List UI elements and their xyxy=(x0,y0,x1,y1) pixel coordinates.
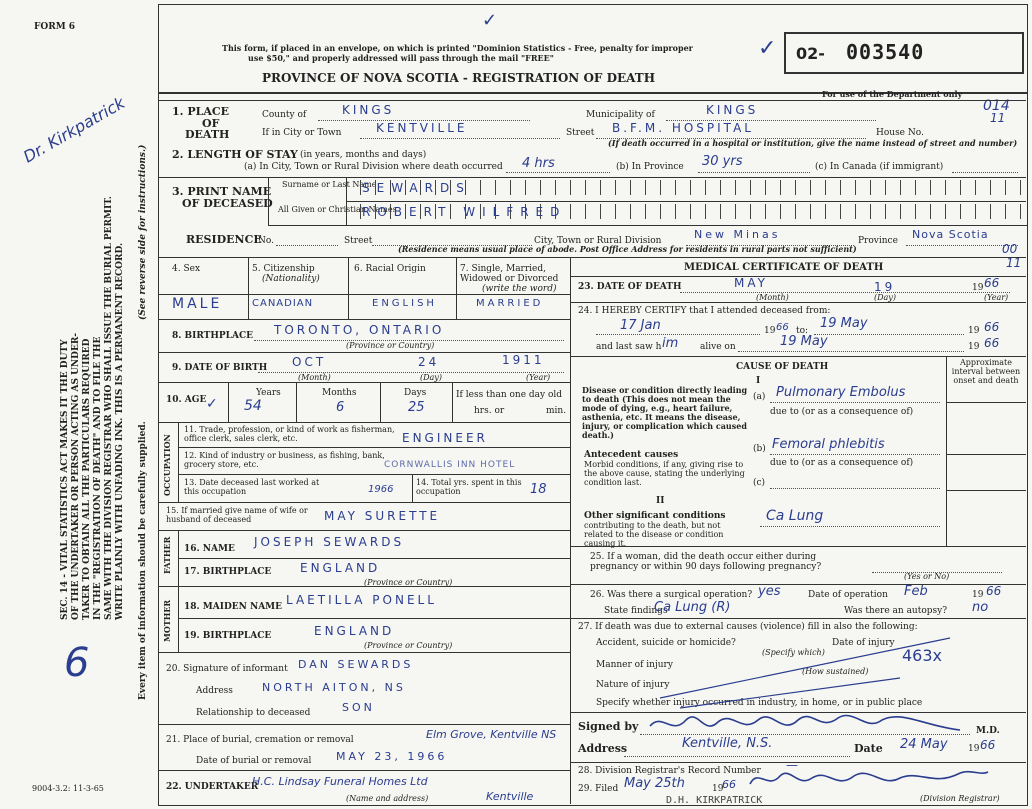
surname-value: SEWARDS xyxy=(362,181,471,195)
other-sub: contributing to the death, but not related to the disease or condition causing it. xyxy=(584,521,724,548)
q27-label: 27. If death was due to external causes (violence) fill in also the following: xyxy=(578,622,918,632)
father-bp-sub: (Province or Country) xyxy=(364,578,453,587)
informant-address: NORTH AITON, NS xyxy=(262,681,406,694)
res-province-label: Province xyxy=(858,236,898,246)
dob-label: 9. DATE OF BIRTH xyxy=(172,363,268,373)
mother-name-label: 18. MAIDEN NAME xyxy=(184,602,283,612)
cause-a-label: (a) xyxy=(753,392,766,402)
margin-mark: 6 xyxy=(64,640,90,686)
death-registration-form: FORM 6 SEC. 14 - VITAL STATISTICS ACT MAKES IT THE DUTY OF THE UNDERTAKER OR PERSON ACTING AS UNDER- TAKER TO OBTAIN ALL THE PARTICULARS REQUIRED IN THE "REGISTRATION OF DEATH" AND TO FILE THE SAME WITH THE DIVISION REGISTRAR WHO SHALL ISSUE THE BURIAL PERMIT. WRITE PLAINLY WITH UNFADING INK. THIS IS A PERMANENT RECORD. (See reverse side for instructions.) Every item of information should be carefully supplied. Dr. Kirkpatrick 6 This form, if placed in an envelope, on which is printed "Dominion Statistics - Free, penalty for improper use $50," and properly addressed will pass through the mail "FREE" PROVINCE OF NOVA SCOTIA - REGISTRATION OF DEATH ✓ ✓ 02- 003540 For use of the Department only 014 11 1. PLACE OF DEATH County of KINGS Municipality of KINGS If in City or Town KENTVILLE Street B.F.M. HOSPITAL House No. (If death occurred in a hospital or institution, give the name instead of street and number) 2. LENGTH OF STAY (in years, months and days) (a) In City, Town or Rural Division where death occurred 4 hrs (b) In Province 30 yrs (c) In Canada (if immigrant) 3. PRINT NAME OF DECEASED Surname or Last Name All Given or Christian Names SEWARDS ROBERT WILFRED RESIDENCE No. Street City, Town or Rural Division New Minas Province Nova Scotia (Residence means usual place of abode. Post Office Address for residents in rural parts not sufficient) 00 11 4. Sex 5. Citizenship (Nationality) 6. Racial Origin 7. Single, Married, Widowed or Divorced (write the word) MALE CANADIAN ENGLISH MARRIED 8. BIRTHPLACE TORONTO, ONTARIO (Province or Country) 9. DATE OF BIRTH OCT 24 1911 (Month) (Day) (Year) 10. AGE Years Months Days If less than one day old hrs. or min. 54 6 25 ✓ OCCUPATION 11. Trade, profession, or kind of work as fisherman, office clerk, sales clerk, etc. ENGINEER 12. Kind of industry or business, as fishing, bank, grocery store, etc. CORNWALLIS INN HOTEL 13. Date deceased last worked at this occupation 1966 14. Total yrs. spent in this occupation 18 15. If married give name of wife or husband of deceased MAY SURETTE FATHER 16. NAME JOSEPH SEWARDS 17. BIRTHPLACE ENGLAND (Province or Country) MOTHER 18. MAIDEN NAME LAETILLA PONELL 19. BIRTHPLACE ENGLAND (Province or Country) 20. Signature of informant DAN SEWARDS Address NORTH AITON, NS Relationship to deceased SON 21. Place of burial, cremation or removal Elm Grove, Kentville NS Date of burial or removal MAY 23, 1966 22. UNDERTAKER H.C. Lindsay Funeral Homes Ltd (Name and address) Kentville 9004-3.2: 11-3-65 MEDICAL CERTIFICATE OF DEATH 23. DATE OF DEATH MAY 19 19 66 (Month) (Day) (Year) 24. I HEREBY CERTIFY that I attended deceased from: 17 Jan 19 66 to: 19 May 19 66 and last saw h im alive on 19 May 19 66 CAUSE OF DEATH Approximate interval between onset and death I Disease or condition directly leading to death (This does not mean the mode of dying, e.g., heart failure, asthenia, etc. It means the disease, injury, or complication which caused death.) (a) Pulmonary Embolus due to (or as a consequence of) Antecedent causes Morbid conditions, if any, giving rise to the above cause, stating the underlying condition last. (b) Femoral phlebitis due to (or as a consequence of) (c) II Other significant conditions contributing to the death, but not related to the disease or condition causing it. Ca Lung 25. If a woman, did the death occur either during pregnancy or within 90 days following pregnancy? (Yes or No) 26. Was there a surgical operation? yes Date of operation Feb 19 66 State findings Ca Lung (R) Was there an autopsy? no 27. If death was due to external causes (violence) fill in also the following: Accident, suicide or homicide? Date of injury (Specify which) 463x Manner of injury (How sustained) Nature of injury Specify whether injury occurred in industry, in home, or in public place Signed by M.D. Address Kentville, N.S. Date 24 May 19 66 28. Division Registrar's Record Number — 29. Filed May 25th 19 66 (Division Registrar) D.H. KIRKPATRICK xyxy=(0,0,1032,809)
municipality-label: Municipality of xyxy=(586,110,655,120)
side-note-line1: SEC. 14 - VITAL STATISTICS ACT MAKES IT THE DUTY xyxy=(60,339,70,620)
specify-which: (Specify which) xyxy=(762,648,825,657)
dod-label: 23. DATE OF DEATH xyxy=(578,282,682,292)
residence-label: RESIDENCE xyxy=(186,233,262,246)
place-note: (If death occurred in a hospital or institution, give the name instead of street and number) xyxy=(608,138,1018,148)
dept-use-label: For use of the Department only xyxy=(822,89,963,99)
res-code-2: 11 xyxy=(1006,256,1022,270)
q26-value: yes xyxy=(758,584,781,599)
res-street-label: Street xyxy=(344,236,373,246)
stay-sub: (in years, months and days) xyxy=(300,150,427,160)
name-label-1: 3. PRINT NAME xyxy=(172,185,272,198)
sex-label: 4. Sex xyxy=(172,264,201,274)
dob-year-label: (Year) xyxy=(526,373,551,382)
dob-year: 1911 xyxy=(502,353,545,367)
place-label-2: OF xyxy=(202,117,220,130)
place-label-3: DEATH xyxy=(185,128,230,141)
burial-label: 21. Place of burial, cremation or removal xyxy=(166,735,354,745)
alive-on-label: alive on xyxy=(700,342,736,352)
other-value: Ca Lung xyxy=(766,508,824,524)
how-sustained: (How sustained) xyxy=(802,667,869,676)
yes-no-label: (Yes or No) xyxy=(904,572,950,581)
citizenship-sub: (Nationality) xyxy=(262,274,320,284)
filed-value: May 25th xyxy=(624,776,685,791)
birthplace-value: TORONTO, ONTARIO xyxy=(274,323,445,337)
dod-day: 19 xyxy=(874,280,896,294)
roman-1: I xyxy=(756,376,761,386)
accident-label: Accident, suicide or homicide? xyxy=(596,638,736,648)
registrar-name: D.H. KIRKPATRICK xyxy=(666,795,763,806)
stay-c-label: (c) In Canada (if immigrant) xyxy=(815,162,944,172)
street-value: B.F.M. HOSPITAL xyxy=(612,121,754,135)
res-city-value: New Minas xyxy=(694,228,781,241)
manner-label: Manner of injury xyxy=(596,660,673,670)
q25-label: 25. If a woman, did the death occur either during pregnancy or within 90 days following pregnancy? xyxy=(590,552,822,572)
antecedent-sub: Morbid conditions, if any, giving rise to the above cause, stating the underlying condition last. xyxy=(584,460,745,487)
undertaker-label: 22. UNDERTAKER xyxy=(166,782,259,792)
mother-bp-sub: (Province or Country) xyxy=(364,641,453,650)
age-label: 10. AGE xyxy=(166,395,207,405)
findings-label: State findings xyxy=(604,606,668,616)
county-value: KINGS xyxy=(342,103,395,117)
cause-c-label: (c) xyxy=(753,478,766,488)
signed-date: 24 May xyxy=(900,737,948,752)
dod-prefix: 19 xyxy=(972,283,984,293)
informant-address-label: Address xyxy=(196,686,233,696)
citizenship-value: CANADIAN xyxy=(252,298,314,309)
age-tick-mark: ✓ xyxy=(206,396,218,412)
dob-day: 24 xyxy=(418,355,440,369)
sex-value: MALE xyxy=(172,296,223,312)
dod-month-label: (Month) xyxy=(756,293,789,302)
name-label-2: OF DECEASED xyxy=(182,197,273,210)
certify-from-year: 66 xyxy=(776,322,789,333)
burial-date: MAY 23, 1966 xyxy=(336,750,448,763)
citizenship-label: 5. Citizenship xyxy=(252,264,315,274)
street-label: Street xyxy=(566,128,595,138)
certify-to-label: to: xyxy=(796,326,809,336)
res-code-1: 00 xyxy=(1002,242,1018,256)
father-name-label: 16. NAME xyxy=(184,544,235,554)
undertaker-value: H.C. Lindsay Funeral Homes Ltd xyxy=(252,775,428,788)
birthplace-label: 8. BIRTHPLACE xyxy=(172,331,253,341)
marital-sub: (write the word) xyxy=(482,284,557,294)
address-label: Address xyxy=(578,742,628,755)
spouse-label: 15. If married give name of wife or husband of deceased xyxy=(166,506,308,524)
filed-year: 66 xyxy=(722,778,736,791)
due-to-2: due to (or as a consequence of) xyxy=(770,458,914,468)
reg-number: 003540 xyxy=(846,40,925,64)
dod-year-label: (Year) xyxy=(984,293,1009,302)
informant-rel-label: Relationship to deceased xyxy=(196,708,311,718)
disease-label: Disease or condition directly leading to death (This does not mean the mode of dying, e.g., heart failure, asthenia, etc. It means the disease, injury, or complication which caused death.) xyxy=(582,385,748,440)
dod-day-label: (Day) xyxy=(874,293,896,302)
dob-month: OCT xyxy=(292,355,327,369)
father-side: FATHER xyxy=(162,536,172,574)
industry-label: 12. Kind of industry or business, as fishing, bank, grocery store, etc. xyxy=(184,451,385,469)
less-day-label: If less than one day old xyxy=(456,390,563,400)
given-label: All Given or Christian Names xyxy=(278,205,397,214)
cause-b-label: (b) xyxy=(753,444,766,454)
county-label: County of xyxy=(262,110,307,120)
check-mark-reg: ✓ xyxy=(758,36,777,61)
trade-value: ENGINEER xyxy=(402,431,488,445)
city-label: If in City or Town xyxy=(262,128,342,138)
origin-label: 6. Racial Origin xyxy=(354,264,426,274)
notice-line1: This form, if placed in an envelope, on which is printed "Dominion Statistics - Free, penalty for improper xyxy=(222,43,693,53)
signed-label: Signed by xyxy=(578,720,639,733)
informant-rel: SON xyxy=(342,701,375,714)
signed-year: 66 xyxy=(980,738,996,752)
antecedent-label: Antecedent causes xyxy=(584,450,679,460)
stay-label: 2. LENGTH OF STAY xyxy=(172,148,298,161)
margin-handwritten-note: Dr. Kirkpatrick xyxy=(20,93,128,167)
mother-side: MOTHER xyxy=(162,599,172,642)
side-note-line4: IN THE "REGISTRATION OF DEATH" AND TO FILE THE xyxy=(93,336,103,620)
stay-a-value: 4 hrs xyxy=(522,156,555,171)
injury-date-label: Date of injury xyxy=(832,638,895,648)
burial-date-label: Date of burial or removal xyxy=(196,756,312,766)
given-value: ROBERT WILFRED xyxy=(362,205,567,219)
mother-bp-value: ENGLAND xyxy=(314,624,395,638)
res-city-label: City, Town or Rural Division xyxy=(534,236,662,246)
origin-value: ENGLISH xyxy=(372,298,437,309)
roman-2: II xyxy=(656,496,665,506)
age-days-label: Days xyxy=(404,388,427,398)
registrar-label: (Division Registrar) xyxy=(920,794,1000,803)
total-years-value: 18 xyxy=(530,482,547,497)
spouse-value: MAY SURETTE xyxy=(324,509,441,523)
res-no-label: No. xyxy=(258,236,274,246)
mother-bp-label: 19. BIRTHPLACE xyxy=(184,631,272,641)
op-date-label: Date of operation xyxy=(808,590,888,600)
city-value: KENTVILLE xyxy=(376,121,468,135)
dod-month: MAY xyxy=(734,276,768,290)
informant-label: 20. Signature of informant xyxy=(166,664,288,674)
min-label: min. xyxy=(546,406,567,416)
medical-title: MEDICAL CERTIFICATE OF DEATH xyxy=(684,262,884,273)
father-name-value: JOSEPH SEWARDS xyxy=(254,535,405,549)
burial-place: Elm Grove, Kentville NS xyxy=(426,728,557,741)
hrs-label: hrs. or xyxy=(474,406,505,416)
form-title: PROVINCE OF NOVA SCOTIA - REGISTRATION OF DEATH xyxy=(262,71,656,85)
findings-value: Ca Lung (R) xyxy=(654,600,731,615)
side-note-line2: OF THE UNDERTAKER OR PERSON ACTING AS UNDER- xyxy=(71,332,81,620)
physician-address: Kentville, N.S. xyxy=(682,736,773,751)
nature-label: Nature of injury xyxy=(596,680,670,690)
other-label: Other significant conditions xyxy=(584,511,726,521)
stay-b-value: 30 yrs xyxy=(702,154,743,169)
side-note-line7: (See reverse side for instructions.) xyxy=(138,144,148,320)
side-note-line5: SAME WITH THE DIVISION REGISTRAR WHO SHALL ISSUE THE BURIAL PERMIT. xyxy=(104,196,114,620)
birthplace-sub: (Province or Country) xyxy=(346,341,435,350)
registration-number-box xyxy=(784,32,1024,74)
side-note-line6: WRITE PLAINLY WITH UNFADING INK. THIS IS A PERMANENT RECORD. xyxy=(115,242,125,620)
autopsy-value: no xyxy=(972,600,989,615)
certify-to-year: 66 xyxy=(984,320,1000,334)
op-date: Feb xyxy=(904,584,928,599)
strike-through-lines xyxy=(570,618,1026,714)
age-months: 6 xyxy=(336,400,345,415)
mother-name-value: LAETILLA PONELL xyxy=(286,593,437,607)
place-label-1: 1. PLACE xyxy=(172,105,229,118)
surname-label: Surname or Last Name xyxy=(282,180,377,189)
cause-title: CAUSE OF DEATH xyxy=(736,362,829,372)
house-label: House No. xyxy=(876,128,924,138)
age-months-label: Months xyxy=(322,388,357,398)
check-mark: ✓ xyxy=(482,10,498,31)
form-number: FORM 6 xyxy=(34,22,76,32)
cause-b: Femoral phlebitis xyxy=(772,437,885,452)
notice-line2: use $50," and properly addressed will pass through the mail "FREE" xyxy=(248,53,554,63)
registrar-signature xyxy=(744,764,994,794)
industry-value: CORNWALLIS INN HOTEL xyxy=(384,460,516,470)
undertaker-town: Kentville xyxy=(486,790,534,803)
marital-label: 7. Single, Married, Widowed or Divorced xyxy=(460,264,559,284)
alive-year: 66 xyxy=(984,336,1000,350)
interval-label: Approximate interval between onset and death xyxy=(951,358,1021,385)
q26-label: 26. Was there a surgical operation? xyxy=(590,590,753,600)
side-note-line8: Every item of information should be carefully supplied. xyxy=(138,421,148,700)
certify-from: 17 Jan xyxy=(620,318,661,333)
undertaker-sub: (Name and address) xyxy=(346,794,429,803)
dept-code: 014 xyxy=(983,98,1010,114)
footer-code: 9004-3.2: 11-3-65 xyxy=(32,784,104,793)
dod-year: 66 xyxy=(984,276,1000,290)
code-463: 463x xyxy=(902,646,943,665)
date-label: Date xyxy=(854,742,883,755)
certify-label: 24. I HEREBY CERTIFY that I attended deceased from: xyxy=(578,306,831,316)
q28-label: 28. Division Registrar's Record Number xyxy=(578,766,761,776)
age-years: 54 xyxy=(244,398,262,414)
reg-prefix: 02- xyxy=(796,44,825,63)
md-label: M.D. xyxy=(976,726,1000,736)
municipality-value: KINGS xyxy=(706,103,759,117)
father-bp-label: 17. BIRTHPLACE xyxy=(184,567,272,577)
stay-a-label: (a) In City, Town or Rural Division where death occurred xyxy=(244,162,503,172)
autopsy-label: Was there an autopsy? xyxy=(844,606,948,616)
op-year: 66 xyxy=(986,584,1002,598)
trade-label: 11. Trade, profession, or kind of work as fisherman, office clerk, sales clerk, etc. xyxy=(184,425,395,443)
informant-name: DAN SEWARDS xyxy=(298,658,414,671)
age-days: 25 xyxy=(408,400,425,415)
father-bp-value: ENGLAND xyxy=(300,561,381,575)
stay-b-label: (b) In Province xyxy=(616,162,684,172)
last-saw-him: im xyxy=(662,336,679,351)
due-to-1: due to (or as a consequence of) xyxy=(770,407,914,417)
last-worked-value: 1966 xyxy=(368,484,394,495)
last-worked-label: 13. Date deceased last worked at this occupation xyxy=(184,478,320,496)
res-province-value: Nova Scotia xyxy=(912,228,989,241)
total-years-label: 14. Total yrs. spent in this occupation xyxy=(416,478,522,496)
occupation-side: OCCUPATION xyxy=(162,434,172,496)
dept-code-2: 11 xyxy=(990,111,1006,125)
certify-to: 19 May xyxy=(820,316,868,331)
record-number-mark: — xyxy=(786,758,798,772)
dob-month-label: (Month) xyxy=(298,373,331,382)
dob-day-label: (Day) xyxy=(420,373,442,382)
cause-a: Pulmonary Embolus xyxy=(776,385,906,400)
side-note-line3: TAKER TO OBTAIN ALL THE PARTICULARS REQUIRED xyxy=(82,338,92,620)
specify-where: Specify whether injury occurred in industry, in home, or in public place xyxy=(596,698,923,708)
marital-value: MARRIED xyxy=(476,298,544,309)
res-note: (Residence means usual place of abode. Post Office Address for residents in rural parts not sufficient) xyxy=(398,244,857,254)
last-saw-label: and last saw h xyxy=(596,342,662,352)
age-years-label: Years xyxy=(256,388,281,398)
alive-value: 19 May xyxy=(780,334,828,349)
q29-label: 29. Filed xyxy=(578,784,619,794)
